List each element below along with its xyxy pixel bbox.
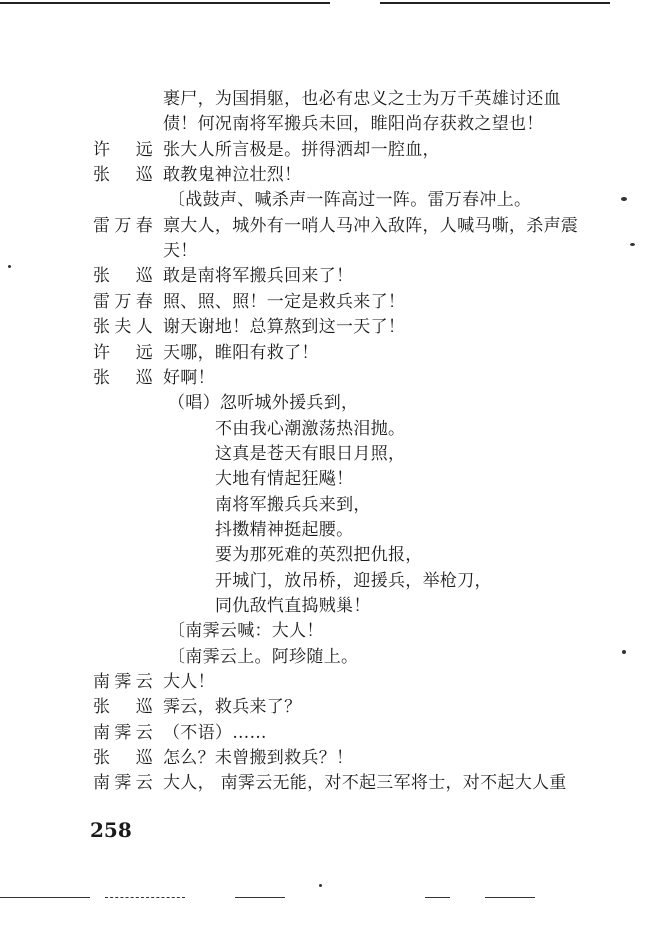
ink-speck (630, 243, 635, 246)
top-rule-left (0, 2, 330, 4)
ink-speck (622, 650, 626, 654)
dialogue-text: 大人！ (163, 672, 215, 693)
bottom-dash-2 (105, 897, 185, 898)
dialogue-text: 好啊！ (163, 367, 215, 388)
dialogue-text: 敢是南将军搬兵回来了！ (163, 266, 354, 287)
bottom-dash-5 (485, 897, 535, 898)
dialogue-text: 天哪，睢阳有救了！ (163, 342, 319, 363)
speaker-name: 许 远 (93, 139, 153, 160)
bottom-dash-3 (235, 897, 285, 898)
sung-verse: 要为那死难的英烈把仇报， (215, 545, 423, 566)
ink-speck (621, 197, 627, 201)
sung-verse: 不由我心潮激荡热泪抛。 (215, 418, 406, 439)
stage-direction: 〔战鼓声、喊杀声一阵高过一阵。雷万春冲上。 (168, 190, 532, 211)
dialogue-text: 大人， 南霁云无能，对不起三军将士，对不起大人重 (163, 773, 567, 794)
bottom-dash-1 (0, 897, 90, 898)
dialogue-text: 禀大人，城外有一哨人马冲入敌阵，人喊马嘶，杀声震 (163, 215, 579, 236)
speaker-name: 南霁云 (93, 773, 153, 794)
bottom-dash-4 (425, 897, 450, 898)
sung-verse: 抖擞精神挺起腰。 (215, 519, 354, 540)
sung-verse: 大地有情起狂飚！ (215, 469, 354, 490)
dialogue-text: 张大人所言极是。拼得洒却一腔血， (163, 139, 440, 160)
ink-speck (319, 884, 322, 887)
speaker-name: 张夫人 (93, 317, 153, 338)
dialogue-text: 裹尸，为国捐躯，也必有忠义之士为万千英雄讨还血 (163, 89, 561, 109)
dialogue-text: 债！何况南将军搬兵未回，睢阳尚存获救之望也！ (163, 114, 544, 135)
sung-verse: 开城门，放吊桥，迎援兵，举枪刀， (215, 570, 492, 591)
speaker-name: 张 巡 (93, 266, 153, 287)
stage-direction: 〔南霁云喊：大人！ (168, 621, 324, 642)
dialogue-text: （不语）…… (163, 722, 267, 743)
speaker-name: 雷万春 (93, 291, 153, 312)
speaker-name: 张 巡 (93, 367, 153, 388)
dialogue-text: 霁云，救兵来了？ (163, 697, 302, 718)
sung-verse: 这真是苍天有眼日月照， (215, 443, 406, 464)
sung-verse: 南将军搬兵兵来到， (215, 494, 371, 515)
dialogue-text: 怎么？未曾搬到救兵？！ (163, 748, 354, 769)
stage-direction: 〔南霁云上。阿珍随上。 (168, 646, 359, 667)
top-rule-right (380, 2, 610, 4)
speaker-name: 张 巡 (93, 165, 153, 186)
dialogue-text: 敢教鬼神泣壮烈！ (163, 165, 302, 186)
dialogue-text: 照、照、照！一定是救兵来了！ (163, 291, 406, 312)
page-number: 258 (90, 818, 132, 842)
speaker-name: 许 远 (93, 342, 153, 363)
speaker-name: 南霁云 (93, 722, 153, 743)
speaker-name: 南霁云 (93, 672, 153, 693)
speaker-name: 张 巡 (93, 697, 153, 718)
ink-speck (8, 265, 11, 268)
stage-direction: （唱）忽听城外援兵到， (168, 393, 359, 414)
speaker-name: 张 巡 (93, 748, 153, 769)
sung-verse: 同仇敌忾直捣贼巢！ (215, 596, 371, 616)
speaker-name: 雷万春 (93, 215, 153, 236)
dialogue-text: 天！ (163, 241, 198, 262)
dialogue-text: 谢天谢地！总算熬到这一天了！ (163, 317, 406, 338)
